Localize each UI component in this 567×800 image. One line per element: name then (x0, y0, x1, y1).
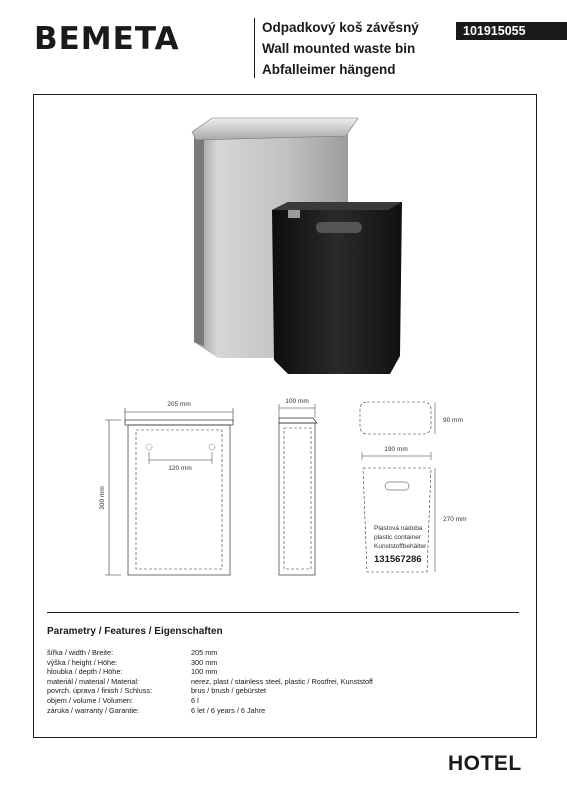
category-label: HOTEL (448, 752, 522, 775)
spec-row (47, 648, 373, 658)
spec-row (47, 658, 373, 668)
hole-spacing-label: 120 mm (168, 465, 192, 472)
brand-logo-text: BEMETA (34, 21, 180, 57)
spec-row (47, 696, 373, 706)
features-title: Parametry / Features / Eigenschaften (47, 626, 223, 637)
spec-key: hloubka / depth / Höhe: (47, 667, 123, 677)
spec-key: materiál / material / Material: (47, 676, 140, 686)
spec-table (47, 648, 373, 715)
spec-row (47, 706, 373, 716)
spec-value: brus / brush / gebürstet (191, 686, 267, 696)
spec-key: šířka / width / Breite: (47, 648, 114, 657)
header-divider (254, 18, 255, 78)
product-code: 101915055 (456, 22, 567, 40)
insert-depth-label: 90 mm (443, 417, 463, 424)
technical-drawings (95, 390, 495, 590)
insert-label-cz: Plastová nádoba (374, 525, 423, 532)
title-de: Abfalleimer hängend (262, 62, 396, 77)
section-divider (47, 612, 519, 613)
spec-value: 6 let / 6 years / 6 Jahre (191, 705, 266, 715)
spec-value: nerez, plast / stainless steel, plastic / Rostfrei, Kunststoff (191, 676, 373, 686)
product-photo (188, 114, 408, 380)
spec-key: výška / height / Höhe: (47, 657, 118, 667)
spec-row (47, 686, 373, 696)
insert-label-en: plastic container (374, 534, 421, 541)
spec-value: 100 mm (191, 667, 218, 677)
title-en: Wall mounted waste bin (262, 41, 416, 56)
spec-row (47, 667, 373, 677)
brand-logo (34, 22, 224, 56)
insert-width-label: 190 mm (384, 446, 408, 453)
front-width-label: 205 mm (167, 401, 191, 408)
spec-value: 300 mm (191, 657, 218, 667)
spec-key: objem / volume / Volumen: (47, 695, 133, 705)
spec-key: povrch. úprava / finish / Schluss: (47, 686, 153, 696)
front-view (99, 401, 233, 575)
insert-handle-slot (316, 222, 362, 233)
insert-label-de: Kunststoffbehälter (374, 543, 427, 550)
insert-views (360, 402, 466, 572)
insert-height-label: 270 mm (443, 516, 467, 523)
spec-row (47, 677, 373, 687)
spec-key: záruka / warranty / Garantie: (47, 705, 140, 715)
insert-code: 131567286 (374, 554, 422, 565)
side-view (279, 398, 317, 575)
height-label: 300 mm (99, 486, 106, 510)
spec-value: 6 l (191, 695, 199, 705)
depth-label: 100 mm (285, 398, 309, 405)
title-cz: Odpadkový koš závěsný (262, 20, 419, 35)
spec-value: 205 mm (191, 648, 218, 657)
